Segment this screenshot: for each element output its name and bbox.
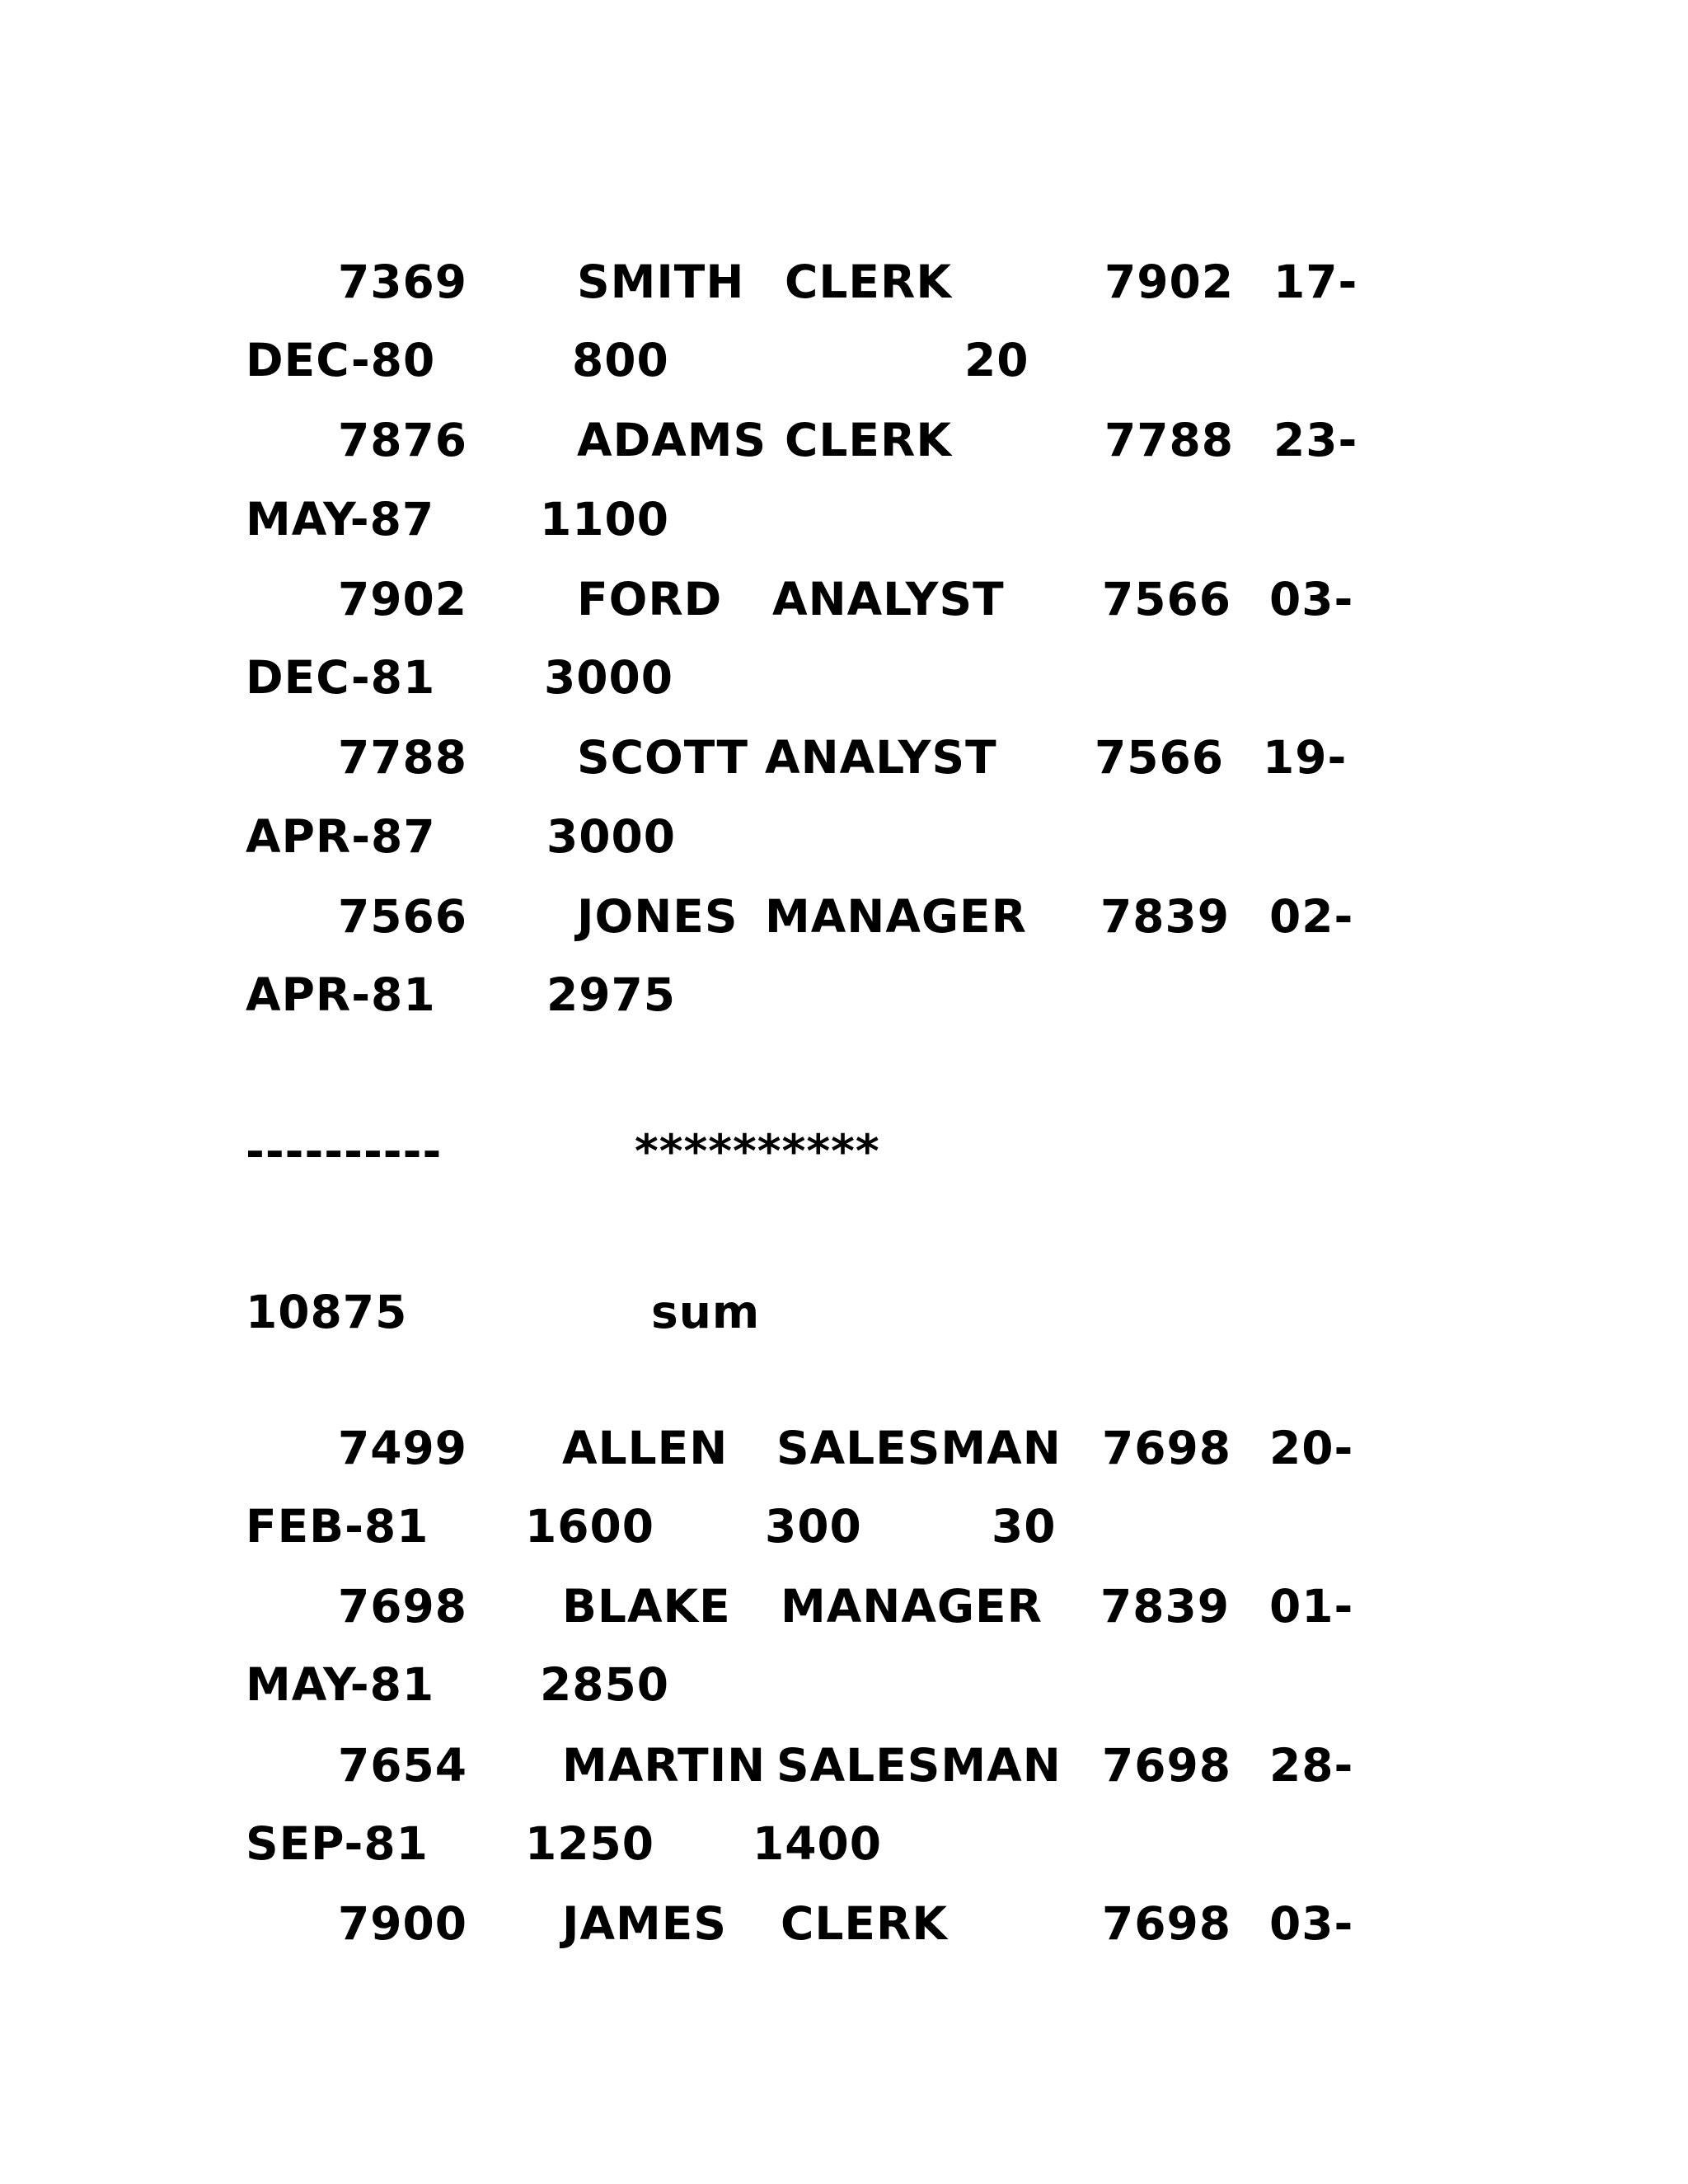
- break-stars: **********: [635, 1125, 880, 1178]
- hire-rest: SEP-81: [246, 1817, 429, 1870]
- mgr: 7839: [1100, 1580, 1231, 1633]
- ename: ADAMS: [577, 414, 767, 466]
- break-dashes: ----------: [246, 1125, 443, 1178]
- hire-day: 19-: [1263, 731, 1348, 784]
- empno: 7654: [338, 1739, 468, 1792]
- mgr: 7566: [1102, 573, 1232, 626]
- ename: ALLEN: [562, 1422, 729, 1474]
- sal: 2850: [540, 1658, 670, 1711]
- empno: 7566: [338, 890, 468, 943]
- group-total: 10875: [246, 1286, 408, 1338]
- total-label: sum: [651, 1286, 761, 1338]
- hire-rest: DEC-81: [246, 651, 436, 704]
- sal: 1600: [525, 1500, 655, 1553]
- hire-day: 23-: [1273, 414, 1358, 466]
- mgr: 7698: [1102, 1897, 1232, 1950]
- empno: 7698: [338, 1580, 468, 1633]
- hire-day: 02-: [1269, 890, 1354, 943]
- mgr: 7566: [1095, 731, 1225, 784]
- comm: 300: [765, 1500, 862, 1553]
- sal: 1250: [525, 1817, 655, 1870]
- deptno: 30: [992, 1500, 1057, 1553]
- job: MANAGER: [765, 890, 1027, 943]
- empno: 7900: [338, 1897, 468, 1950]
- mgr: 7839: [1100, 890, 1231, 943]
- ename: SMITH: [577, 255, 745, 308]
- hire-day: 17-: [1273, 255, 1358, 308]
- sal: 3000: [544, 651, 674, 704]
- mgr: 7698: [1102, 1739, 1232, 1792]
- hire-rest: MAY-81: [246, 1658, 435, 1711]
- sal: 3000: [546, 810, 677, 863]
- hire-rest: MAY-87: [246, 493, 435, 546]
- sal: 2975: [546, 968, 677, 1021]
- hire-rest: APR-81: [246, 968, 436, 1021]
- ename: BLAKE: [562, 1580, 731, 1633]
- ename: JONES: [577, 890, 738, 943]
- ename: JAMES: [562, 1897, 727, 1950]
- comm: 1400: [753, 1817, 883, 1870]
- mgr: 7698: [1102, 1422, 1232, 1474]
- hire-day: 03-: [1269, 573, 1354, 626]
- empno: 7788: [338, 731, 468, 784]
- ename: FORD: [577, 573, 723, 626]
- hire-rest: DEC-80: [246, 334, 436, 387]
- job: CLERK: [781, 1897, 948, 1950]
- empno: 7876: [338, 414, 468, 466]
- ename: MARTIN: [562, 1739, 767, 1792]
- job: CLERK: [785, 255, 952, 308]
- hire-rest: FEB-81: [246, 1500, 429, 1553]
- job: ANALYST: [765, 731, 997, 784]
- hire-day: 28-: [1269, 1739, 1354, 1792]
- hire-day: 20-: [1269, 1422, 1354, 1474]
- job: SALESMAN: [776, 1422, 1062, 1474]
- job: SALESMAN: [776, 1739, 1062, 1792]
- mgr: 7902: [1104, 255, 1235, 308]
- ename: SCOTT: [577, 731, 749, 784]
- job: CLERK: [785, 414, 952, 466]
- hire-rest: APR-87: [246, 810, 436, 863]
- sal: 800: [572, 334, 669, 387]
- mgr: 7788: [1104, 414, 1235, 466]
- sal: 1100: [540, 493, 670, 546]
- empno: 7902: [338, 573, 468, 626]
- hire-day: 01-: [1269, 1580, 1354, 1633]
- job: MANAGER: [781, 1580, 1043, 1633]
- empno: 7369: [338, 255, 468, 308]
- deptno: 20: [964, 334, 1029, 387]
- job: ANALYST: [772, 573, 1005, 626]
- empno: 7499: [338, 1422, 468, 1474]
- hire-day: 03-: [1269, 1897, 1354, 1950]
